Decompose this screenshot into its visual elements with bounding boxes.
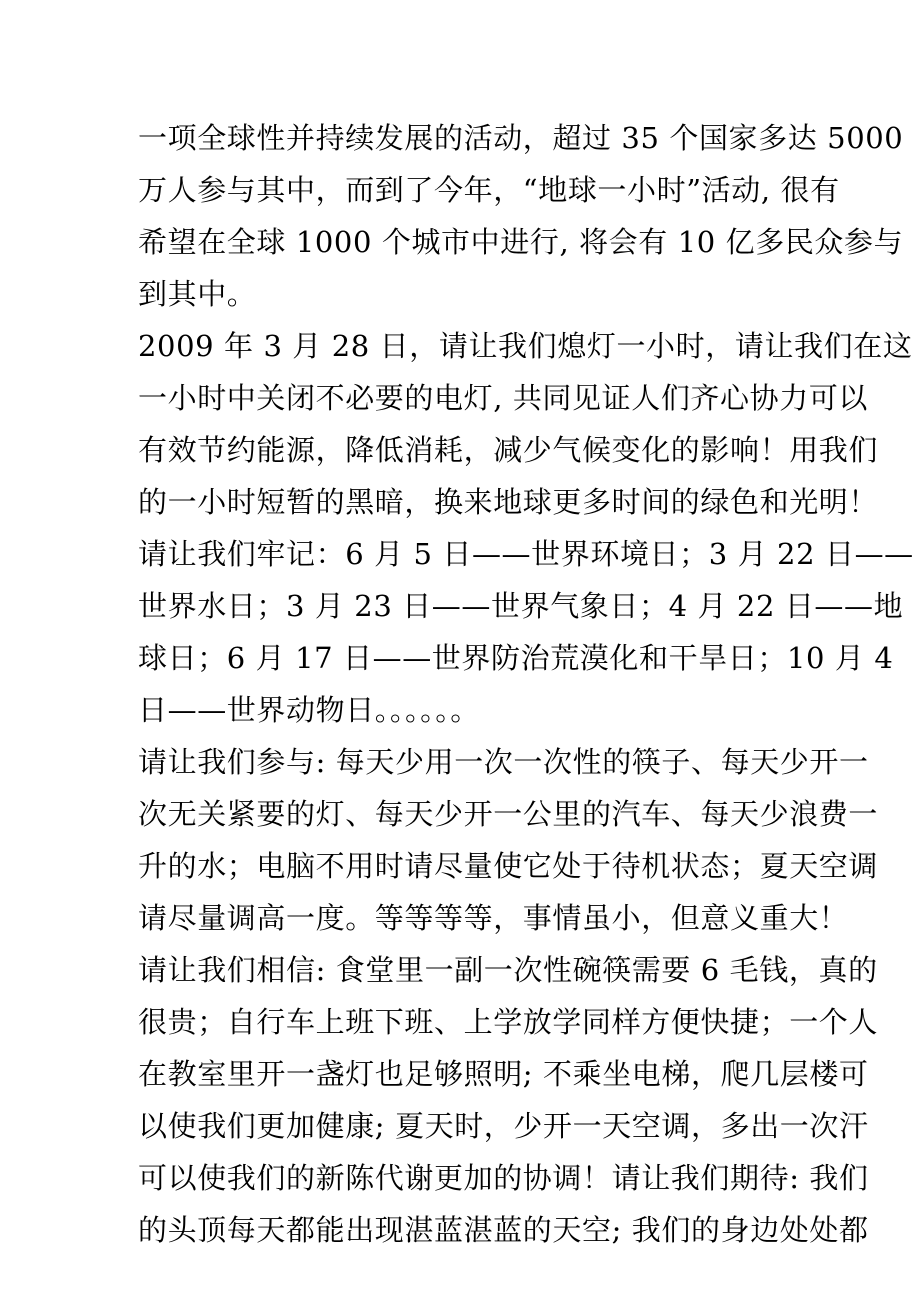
body-text: [138, 112, 914, 1256]
text-line: 有效节约能源，降低消耗，减少气候变化的影响！用我们: [138, 433, 879, 467]
text-line: 的一小时短暂的黑暗，换来地球更多时间的绿色和光明！: [138, 485, 879, 519]
text-line: 万人参与其中，而到了今年，“地球一小时”活动, 很有: [138, 173, 840, 207]
text-line: 球日；6 月 17 日——世界防治荒漠化和干旱日；10 月 4: [138, 641, 894, 675]
text-line: 很贵；自行车上班下班、上学放学同样方便快捷；一个人: [138, 1005, 879, 1039]
text-line: 2009 年 3 月 28 日，请让我们熄灯一小时，请让我们在这: [138, 329, 913, 363]
text-line: 请让我们参与: 每天少用一次一次性的筷子、每天少开一: [138, 745, 869, 779]
text-line: 请让我们相信: 食堂里一副一次性碗筷需要 6 毛钱，真的: [138, 953, 878, 987]
text-line: 可以使我们的新陈代谢更加的协调！请让我们期待: 我们: [138, 1161, 869, 1195]
text-line: 请尽量调高一度。等等等等，事情虽小，但意义重大！: [138, 901, 849, 935]
text-line: 一小时中关闭不必要的电灯, 共同见证人们齐心协力可以: [138, 381, 869, 415]
text-line: 世界水日；3 月 23 日——世界气象日；4 月 22 日——地: [138, 589, 904, 623]
text-line: 一项全球性并持续发展的活动，超过 35 个国家多达 5000: [138, 121, 904, 155]
text-line: 次无关紧要的灯、每天少开一公里的汽车、每天少浪费一: [138, 797, 879, 831]
text-line: 到其中。: [138, 277, 257, 311]
text-line: 的头顶每天都能出现湛蓝湛蓝的天空; 我们的身边处处都: [138, 1213, 869, 1247]
text-line: 以使我们更加健康; 夏天时，少开一天空调，多出一次汗: [138, 1109, 869, 1143]
text-line: 日——世界动物日。。。。。。: [138, 693, 480, 727]
text-line: 请让我们牢记：6 月 5 日——世界环境日；3 月 22 日——: [138, 537, 914, 571]
text-line: 升的水；电脑不用时请尽量使它处于待机状态；夏天空调: [138, 849, 879, 883]
text-line: 希望在全球 1000 个城市中进行, 将会有 10 亿多民众参与: [138, 225, 904, 259]
text-line: 在教室里开一盏灯也足够照明; 不乘坐电梯，爬几层楼可: [138, 1057, 869, 1091]
